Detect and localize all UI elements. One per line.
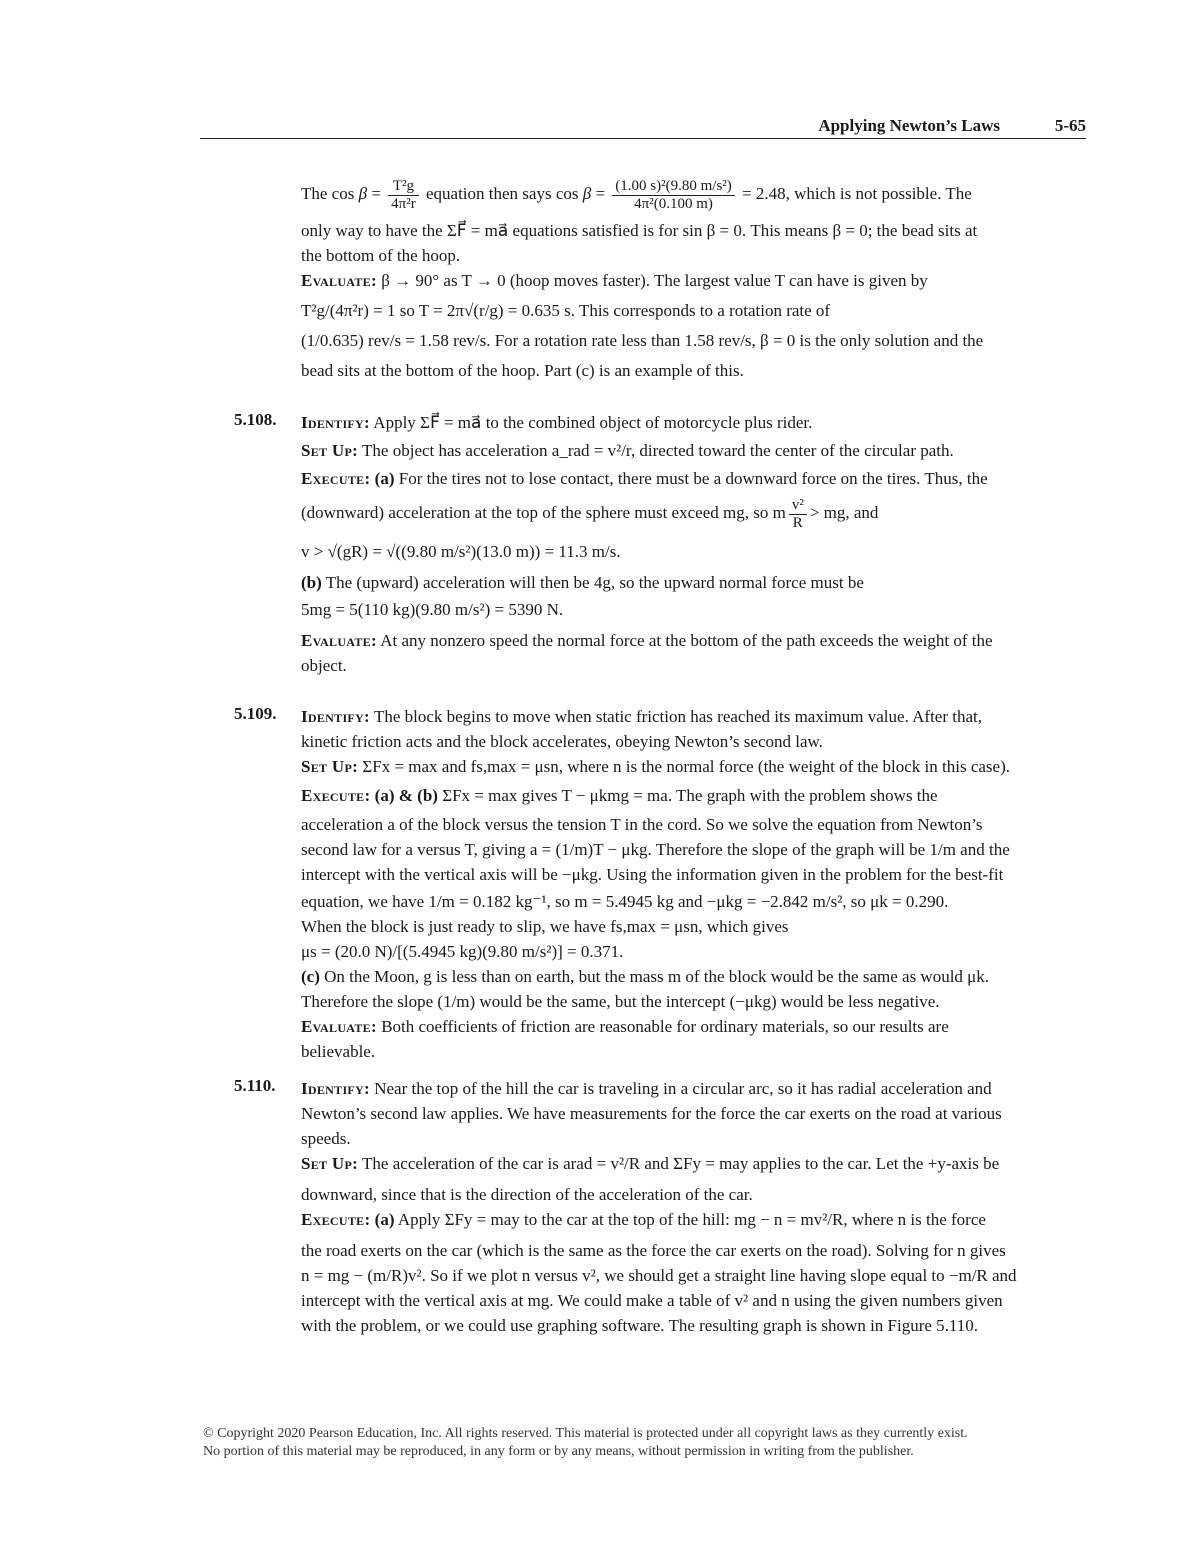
copyright-footer (203, 1425, 1083, 1461)
execute-line-10: with the problem, or we could use graphing software. The resulting graph is shown in Figure 5.110. (301, 1316, 979, 1335)
execute-line-5: acceleration a of the block versus the tension T in the cord. So we solve the equation from Newton’s (301, 815, 983, 834)
execute-line: Execute: (a) & (b) ΣFx = max gives T − μkmg = ma. The graph with the problem shows the (301, 786, 938, 805)
identify-line-2: kinetic friction acts and the block accelerates, obeying Newton’s second law. (301, 732, 823, 751)
fraction: $\frac{\text{(1.00 s)²(9.80 m/s²)}}{\text{4π²(0.100 m)}}$ (612, 178, 734, 213)
copyright-line-1: © Copyright 2020 Pearson Education, Inc. All rights reserved. This material is protected under all copyright laws as they currently exist. (203, 1426, 968, 1441)
execute-line-3: v > √(gR) = √((9.80 m/s²)(13.0 m)) = 11.3 m/s. (301, 542, 621, 561)
identify-line: Identify: Near the top of the hill the car is traveling in a circular arc, so it has radial acceleration and (301, 1079, 992, 1098)
copyright-line-2: No portion of this material may be reproduced, in any form or by any means, without permission in writing from the publisher. (203, 1444, 914, 1459)
execute-line-9: When the block is just ready to slip, we have fs,max = μsn, which gives (301, 917, 789, 936)
part-b-line-2: 5mg = 5(110 kg)(9.80 m/s²) = 5390 N. (301, 600, 564, 619)
evaluate-line-2: believable. (301, 1042, 376, 1061)
identify-line-2: Newton’s second law applies. We have measurements for the force the car exerts on the road at various (301, 1104, 1002, 1123)
evaluate-line-2: object. (301, 656, 347, 675)
execute-line: Execute: (a) For the tires not to lose contact, there must be a downward force on the tires. Thus, the (301, 469, 988, 488)
intro-line-7: bead sits at the bottom of the hoop. Part (c) is an example of this. (301, 361, 744, 380)
fraction: $\frac{\text{v²}}{R}$ (789, 497, 807, 532)
execute-line-8: equation, we have 1/m = 0.182 kg⁻¹, so m = 5.4945 kg and −μkg = −2.842 m/s², so μk = 0.290. (301, 892, 949, 911)
identify-line-3: speeds. (301, 1129, 351, 1148)
identify-line: Identify: Apply ΣF⃗ = ma⃗ to the combined object of motorcycle plus rider. (301, 413, 813, 432)
execute-line-7: intercept with the vertical axis will be −μkg. Using the information given in the problem for the best-fit (301, 865, 1004, 884)
intro-text (301, 176, 1081, 383)
setup-line-2: downward, since that is the direction of the acceleration of the car. (301, 1185, 753, 1204)
problem-5-110 (301, 1076, 1081, 1338)
evaluate-line: Evaluate: Both coefficients of friction are reasonable for ordinary materials, so our results are (301, 1017, 949, 1036)
execute-line-7: the road exerts on the car (which is the same as the force the car exerts on the road). Solving for n gives (301, 1241, 1006, 1260)
intro-line-1: The cos β = $\frac{\text{T²g}}{\text{4π²r}}$ equation then says cos β = $\frac{\text{(1.00 s)²(9.80 m/s²)}}{\text{4π²(0.100 m)}}$ = 2.48, which is not possible. The (301, 177, 972, 212)
setup-line: Set Up: ΣFx = max and fs,max = μsn, where n is the normal force (the weight of the block in this case). (301, 757, 1011, 776)
intro-line-4: Evaluate: β → 90° as T → 0 (hoop moves faster). The largest value T can have is given by (301, 271, 928, 290)
part-b-line: (b) The (upward) acceleration will then be 4g, so the upward normal force must be (301, 573, 864, 592)
fraction: $\frac{\text{T²g}}{\text{4π²r}}$ (388, 178, 419, 213)
execute-line-6: second law for a versus T, giving a = (1/m)T − μkg. Therefore the slope of the graph will be 1/m and the (301, 840, 1010, 859)
identify-line: Identify: The block begins to move when static friction has reached its maximum value. After that, (301, 707, 982, 726)
evaluate-line: Evaluate: At any nonzero speed the normal force at the bottom of the path exceeds the weight of the (301, 631, 993, 650)
problem-5-108 (301, 410, 1081, 678)
problem-5-109 (301, 704, 1081, 1064)
problem-number-5-109: 5.109. (234, 704, 277, 723)
part-c-line-2: Therefore the slope (1/m) would be the same, but the intercept (−μkg) would be less negative. (301, 992, 940, 1011)
problem-number-5-108: 5.108. (234, 410, 277, 429)
chapter-title: Applying Newton’s Laws (818, 116, 1000, 135)
execute-line-2: (downward) acceleration at the top of the sphere must exceed mg, so m $\frac{\text{v²}}{R}$ > mg, and (301, 496, 879, 531)
intro-line-2: only way to have the ΣF⃗ = ma⃗ equations satisfied is for sin β = 0. This means β = 0; the bead sits at (301, 221, 978, 240)
intro-line-3: the bottom of the hoop. (301, 246, 461, 265)
execute-line-8: n = mg − (m/R)v². So if we plot n versus v², we should get a straight line having slope equal to −m/R and (301, 1266, 1017, 1285)
execute-line-9: intercept with the vertical axis at mg. We could make a table of v² and n using the given numbers given (301, 1291, 1003, 1310)
part-c-line: (c) On the Moon, g is less than on earth, but the mass m of the block would be the same as would μk. (301, 967, 990, 986)
page-number: 5-65 (1054, 116, 1086, 135)
page-header (200, 116, 1086, 139)
execute-line-10: μs = (20.0 N)/[(5.4945 kg)(9.80 m/s²)] = 0.371. (301, 942, 624, 961)
execute-line: Execute: (a) Apply ΣFy = may to the car at the top of the hill: mg − n = mv²/R, where n is the force (301, 1210, 986, 1229)
intro-line-5: T²g/(4π²r) = 1 so T = 2π√(r/g) = 0.635 s. This corresponds to a rotation rate of (301, 301, 831, 320)
problem-number-5-110: 5.110. (234, 1076, 276, 1095)
intro-line-6: (1/0.635) rev/s = 1.58 rev/s. For a rotation rate less than 1.58 rev/s, β = 0 is the only solution and the (301, 331, 984, 350)
setup-line: Set Up: The acceleration of the car is arad = v²/R and ΣFy = may applies to the car. Let the +y-axis be (301, 1154, 1000, 1173)
setup-line: Set Up: The object has acceleration a_rad = v²/r, directed toward the center of the circular path. (301, 441, 954, 460)
